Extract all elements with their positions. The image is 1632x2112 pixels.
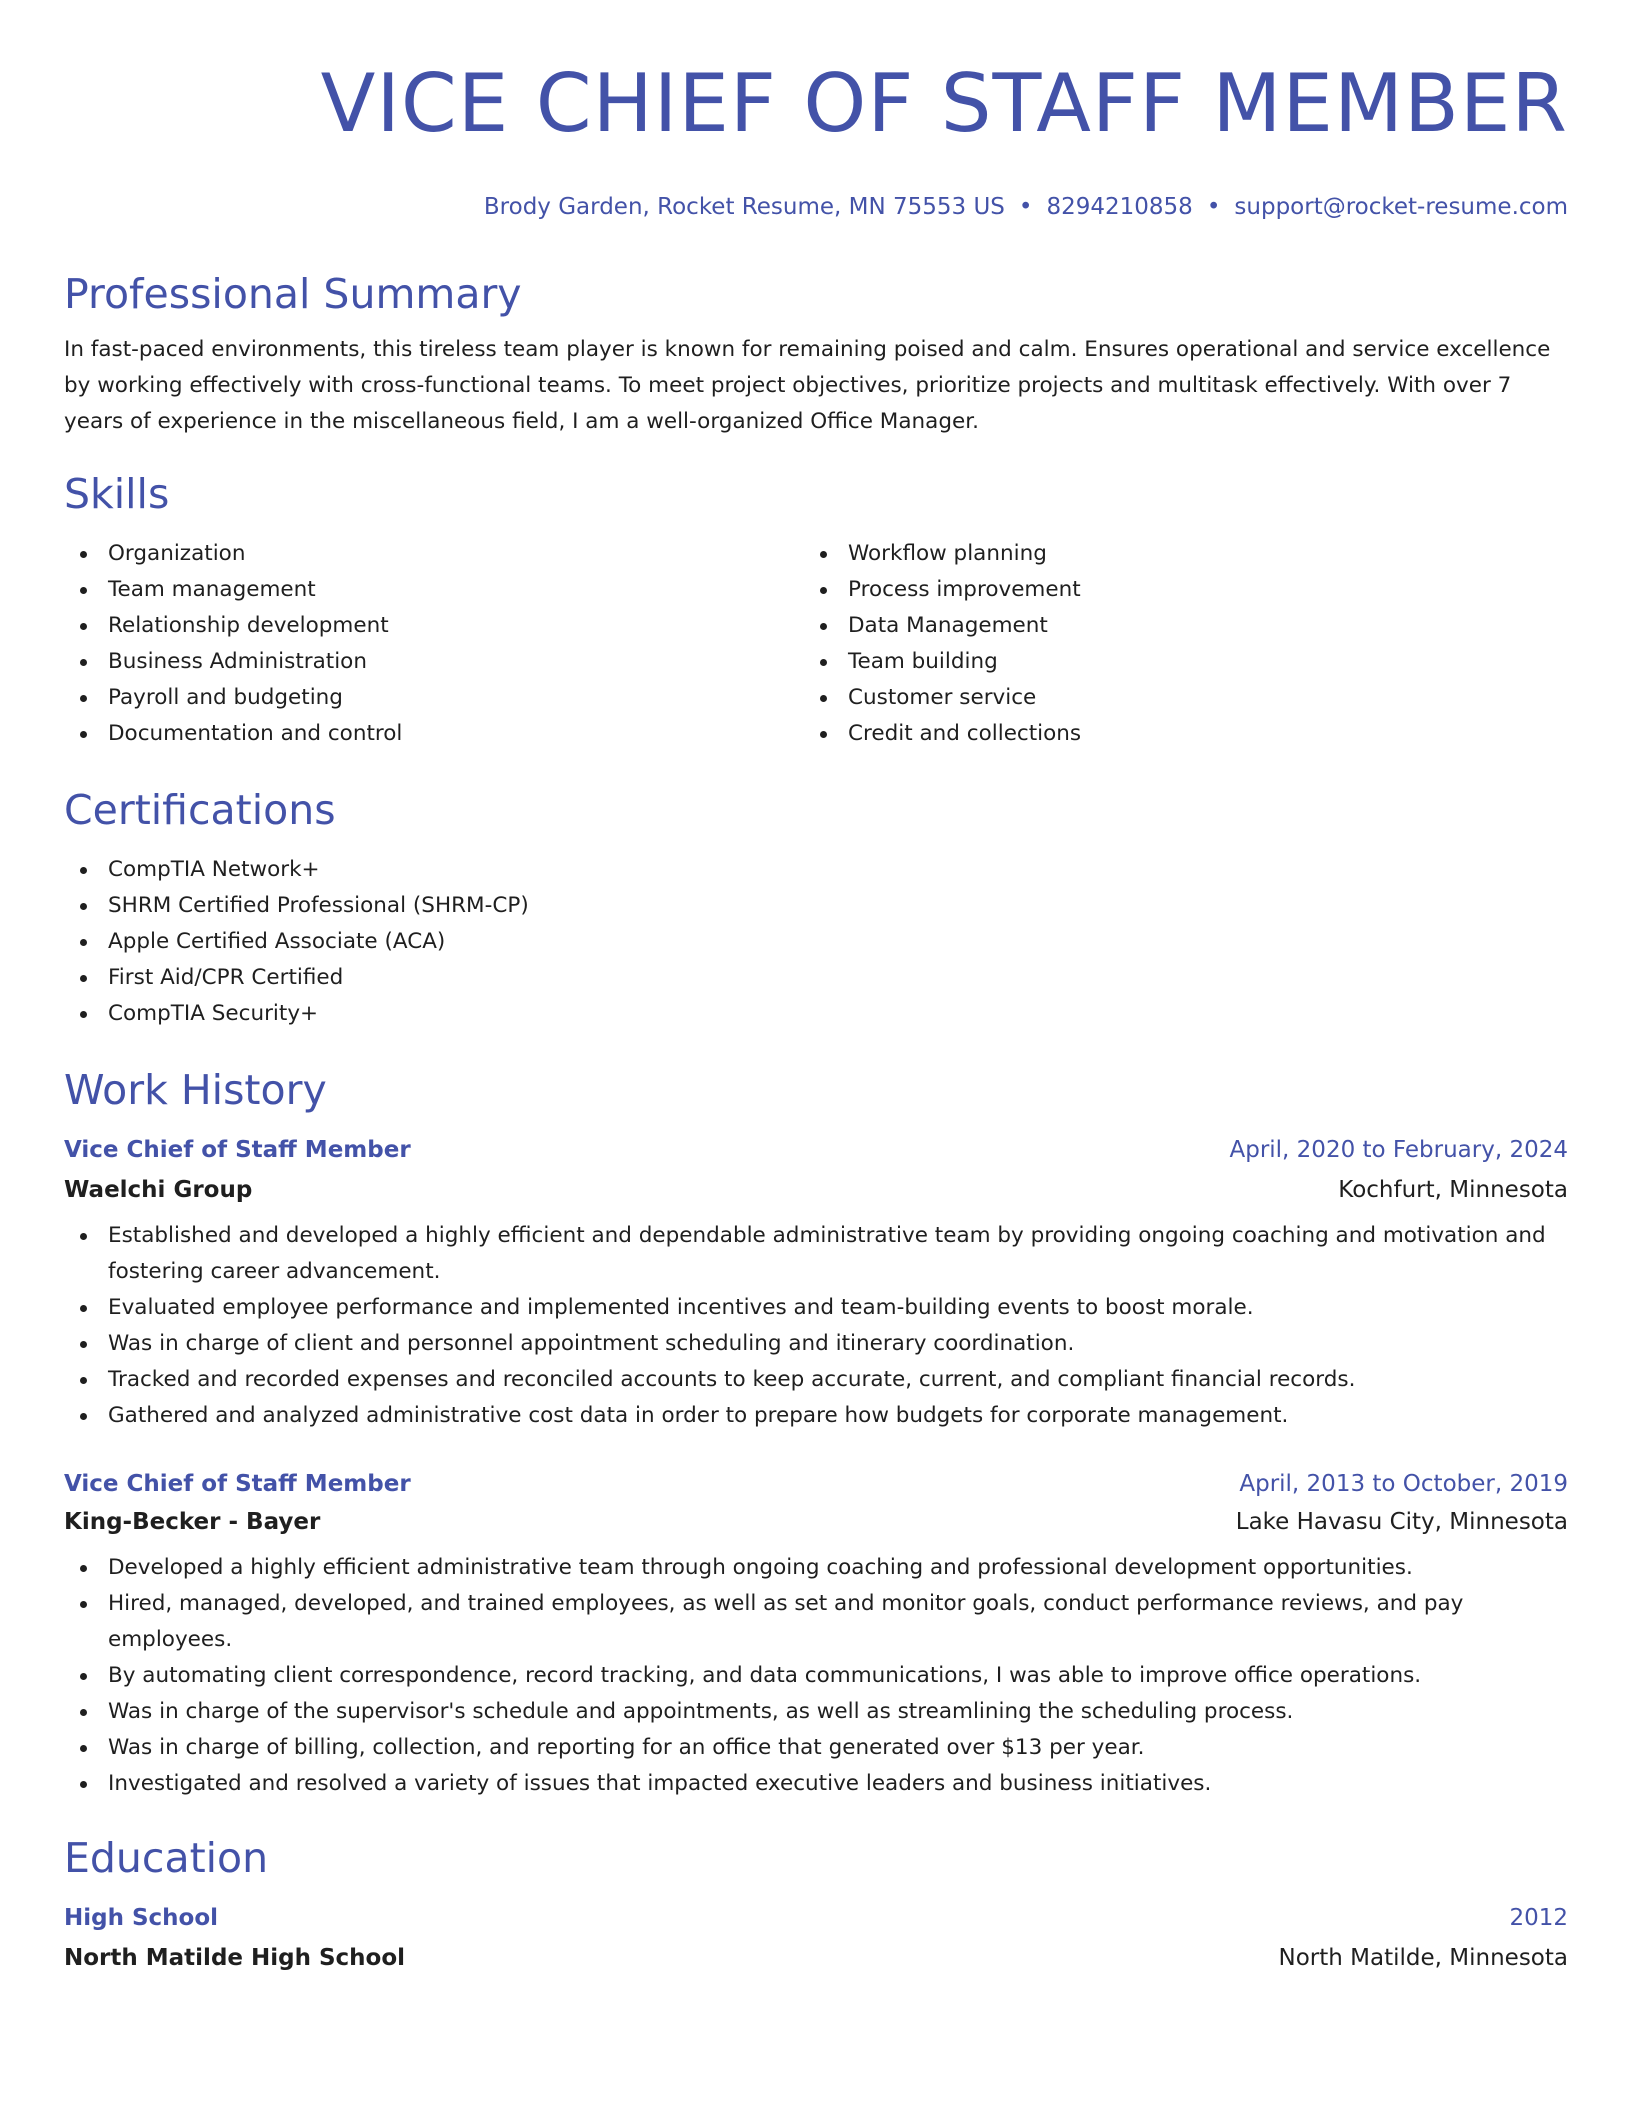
skill-item: Credit and collections — [804, 716, 1544, 752]
skill-item: Data Management — [804, 608, 1544, 644]
job-company: King-Becker - Bayer — [64, 1509, 321, 1535]
work-history-section — [64, 1064, 1568, 1802]
skills-list-right — [804, 536, 1544, 752]
skills-heading: Skills — [64, 470, 170, 518]
contact-line — [64, 192, 1568, 222]
skills-list-left — [64, 536, 804, 752]
job-location: Lake Havasu City, Minnesota — [1235, 1509, 1568, 1535]
summary-text: In fast-paced environments, this tireless team player is known for remaining poised and calm. Ensures operational and service excellence by working effectively with cross-functional teams. To meet project objectives, prioritize projects and multitask effectively. With over 7 years of experience in the miscellaneous field, I am a well-organized Office Manager. — [64, 337, 1551, 434]
certification-item: CompTIA Network+ — [64, 852, 1568, 888]
job-bullet: Tracked and recorded expenses and reconciled accounts to keep accurate, current, and compliant financial records. — [64, 1362, 1568, 1398]
job-entry — [64, 1468, 1568, 1802]
skill-item: Organization — [64, 536, 804, 572]
job-bullet: Evaluated employee performance and implemented incentives and team-building events to boost morale. — [64, 1290, 1568, 1326]
contact-phone: 8294210858 — [1046, 194, 1193, 220]
job-bullets — [64, 1550, 1568, 1802]
job-title: Vice Chief of Staff Member — [64, 1137, 411, 1163]
job-bullets — [64, 1218, 1568, 1434]
job-bullet: By automating client correspondence, record tracking, and data communications, I was able to improve office operations. — [64, 1658, 1568, 1694]
skill-item: Payroll and budgeting — [64, 680, 804, 716]
education-school: North Matilde High School — [64, 1945, 406, 1971]
job-subheader — [64, 1506, 1568, 1538]
job-bullet: Developed a highly efficient administrative team through ongoing coaching and professional development opportunities. — [64, 1550, 1568, 1586]
certifications-section — [64, 784, 1568, 1032]
education-year: 2012 — [1509, 1905, 1568, 1931]
skill-item: Workflow planning — [804, 536, 1544, 572]
skill-item: Customer service — [804, 680, 1544, 716]
job-bullet: Hired, managed, developed, and trained employees, as well as set and monitor goals, conduct performance reviews, and pay employees. — [64, 1586, 1568, 1658]
job-title: Vice Chief of Staff Member — [64, 1471, 411, 1497]
job-entry — [64, 1134, 1568, 1434]
contact-separator: • — [1018, 194, 1033, 220]
summary-heading: Professional Summary — [64, 270, 522, 318]
education-degree: High School — [64, 1905, 219, 1931]
skills-section — [64, 468, 1568, 752]
job-bullet: Gathered and analyzed administrative cost data in order to prepare how budgets for corporate management. — [64, 1398, 1568, 1434]
contact-separator: • — [1206, 194, 1221, 220]
job-header — [64, 1468, 1568, 1500]
education-location: North Matilde, Minnesota — [1278, 1945, 1568, 1971]
contact-email[interactable]: support@rocket-resume.com — [1234, 194, 1568, 220]
skill-item: Documentation and control — [64, 716, 804, 752]
education-section — [64, 1832, 1568, 1974]
skill-item: Business Administration — [64, 644, 804, 680]
certifications-heading: Certifications — [64, 786, 336, 834]
job-company: Waelchi Group — [64, 1177, 253, 1203]
education-header — [64, 1902, 1568, 1934]
job-dates: April, 2020 to February, 2024 — [1229, 1137, 1568, 1163]
resume-title: VICE CHIEF OF STAFF MEMBER — [320, 57, 1568, 150]
skill-item: Team building — [804, 644, 1544, 680]
summary-section — [64, 268, 1568, 440]
certification-item: CompTIA Security+ — [64, 996, 1568, 1032]
certification-item: First Aid/CPR Certified — [64, 960, 1568, 996]
skill-item: Team management — [64, 572, 804, 608]
job-bullet: Was in charge of client and personnel appointment scheduling and itinerary coordination. — [64, 1326, 1568, 1362]
skills-columns — [64, 536, 1568, 752]
job-header — [64, 1134, 1568, 1166]
job-subheader — [64, 1174, 1568, 1206]
job-bullet: Was in charge of the supervisor's schedule and appointments, as well as streamlining the scheduling process. — [64, 1694, 1568, 1730]
contact-address: Brody Garden, Rocket Resume, MN 75553 US — [483, 194, 1005, 220]
job-dates: April, 2013 to October, 2019 — [1239, 1471, 1568, 1497]
job-location: Kochfurt, Minnesota — [1338, 1177, 1568, 1203]
education-subheader — [64, 1942, 1568, 1974]
certification-item: SHRM Certified Professional (SHRM-CP) — [64, 888, 1568, 924]
skill-item: Relationship development — [64, 608, 804, 644]
certification-item: Apple Certified Associate (ACA) — [64, 924, 1568, 960]
certifications-list — [64, 852, 1568, 1032]
skill-item: Process improvement — [804, 572, 1544, 608]
education-heading: Education — [64, 1834, 269, 1882]
job-bullet: Established and developed a highly efficient and dependable administrative team by providing ongoing coaching and motivation and fostering career advancement. — [64, 1218, 1568, 1290]
job-bullet: Was in charge of billing, collection, and reporting for an office that generated over $13 per year. — [64, 1730, 1568, 1766]
job-bullet: Investigated and resolved a variety of issues that impacted executive leaders and business initiatives. — [64, 1766, 1568, 1802]
work-history-heading: Work History — [64, 1066, 327, 1114]
